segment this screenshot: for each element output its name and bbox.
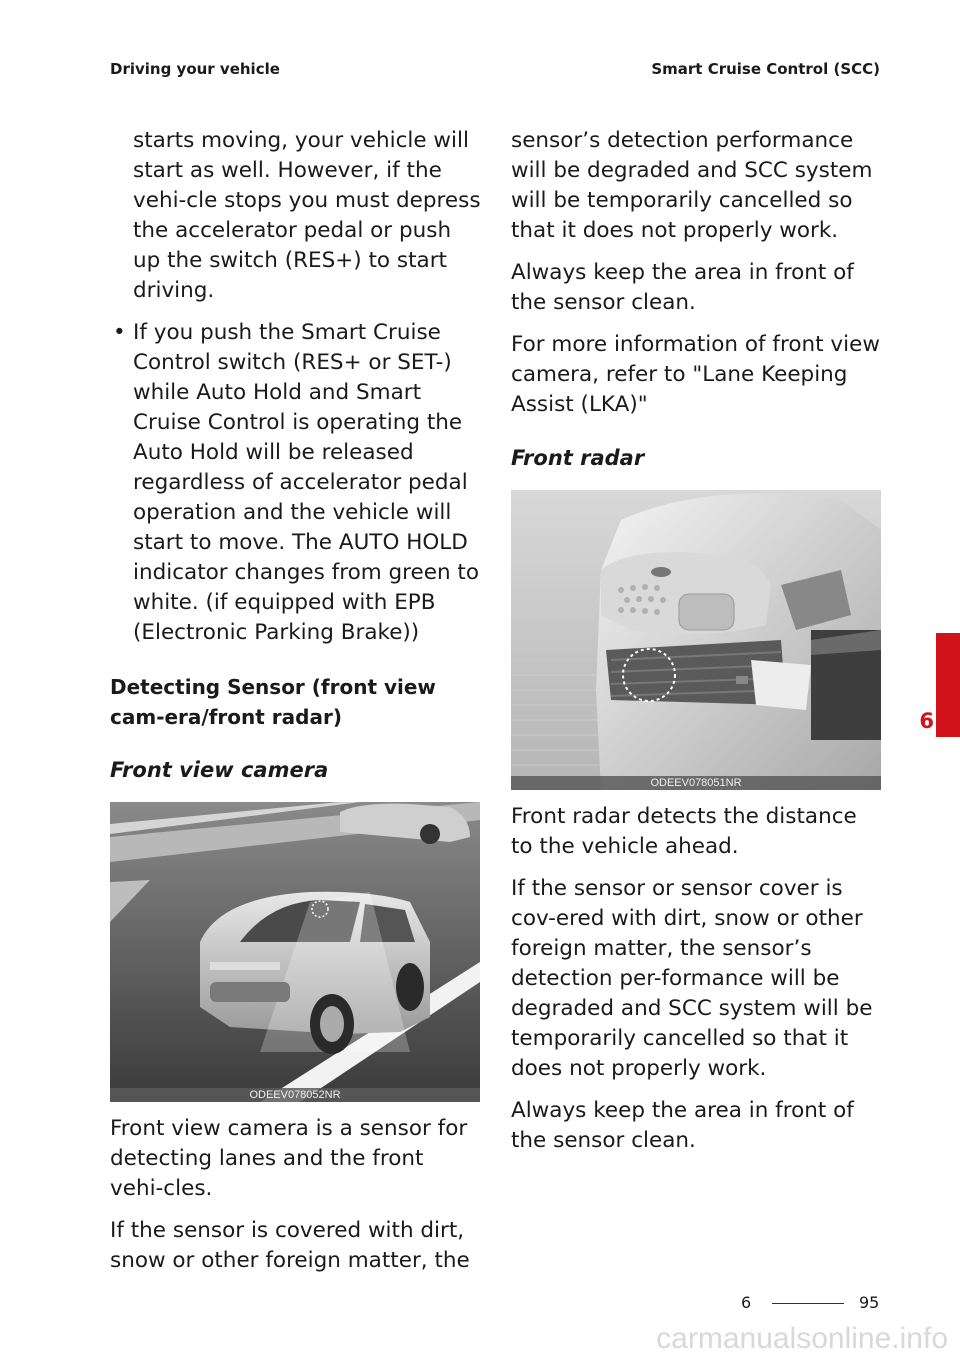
bullet-icon: • xyxy=(113,320,126,345)
figure-caption: ODEEV078052NR xyxy=(110,1088,480,1102)
chapter-number: 6 xyxy=(919,709,934,733)
subheading-front-radar: Front radar xyxy=(511,446,645,470)
paragraph: If the sensor or sensor cover is cov-ered with dirt, snow or other foreign matter, the sensor’s detection per-formance will be degraded and SCC system will be temporarily cancelled so that it does not properly work. xyxy=(511,876,873,1081)
list-item xyxy=(110,318,482,648)
list-item-text: If you push the Smart Cruise Control switch (RES+ or SET-) while Auto Hold and Smart Cruise Control is operating the Auto Hold will be released regardless of accelerator pedal operation and the vehicle will start to move. The AUTO HOLD indicator changes from green to white. (if equipped with EPB (Electronic Parking Brake)) xyxy=(133,320,480,645)
paragraph: Always keep the area in front of the sensor clean. xyxy=(511,1098,854,1153)
right-column xyxy=(511,126,883,1168)
header-section-title: Driving your vehicle xyxy=(110,60,280,78)
header-topic-title: Smart Cruise Control (SCC) xyxy=(651,60,880,78)
watermark: carmanualsonline.info xyxy=(656,1322,948,1355)
paragraph: Front view camera is a sensor for detecting lanes and the front vehi-cles. xyxy=(110,1116,468,1201)
radar-car-image xyxy=(511,490,881,790)
bullet-list xyxy=(110,318,482,648)
chapter-tab-marker xyxy=(936,633,960,737)
footer-chapter-number: 6 xyxy=(741,1293,752,1312)
continued-paragraph: starts moving, your vehicle will start as well. However, if the vehi-cle stops you must depress the accelerator pedal or push up the switch (RES+) to start driving. xyxy=(133,128,481,303)
subheading-front-view-camera: Front view camera xyxy=(110,758,329,782)
paragraph: sensor’s detection performance will be degraded and SCC system will be temporarily cancelled so that it does not properly work. xyxy=(511,128,873,243)
left-column xyxy=(110,126,482,1288)
paragraph: Front radar detects the distance to the vehicle ahead. xyxy=(511,804,857,859)
front-radar-illustration xyxy=(511,490,881,790)
footer-divider xyxy=(772,1303,844,1304)
figure-caption: ODEEV078051NR xyxy=(511,776,881,790)
camera-car-image xyxy=(110,802,480,1102)
section-heading: Detecting Sensor (front view cam-era/front radar) xyxy=(110,675,436,729)
paragraph: Always keep the area in front of the sensor clean. xyxy=(511,260,854,315)
paragraph: For more information of front view camera, refer to "Lane Keeping Assist (LKA)" xyxy=(511,332,880,417)
footer-page-number: 95 xyxy=(859,1293,880,1312)
front-view-camera-illustration xyxy=(110,802,480,1102)
paragraph: If the sensor is covered with dirt, snow or other foreign matter, the xyxy=(110,1218,470,1273)
